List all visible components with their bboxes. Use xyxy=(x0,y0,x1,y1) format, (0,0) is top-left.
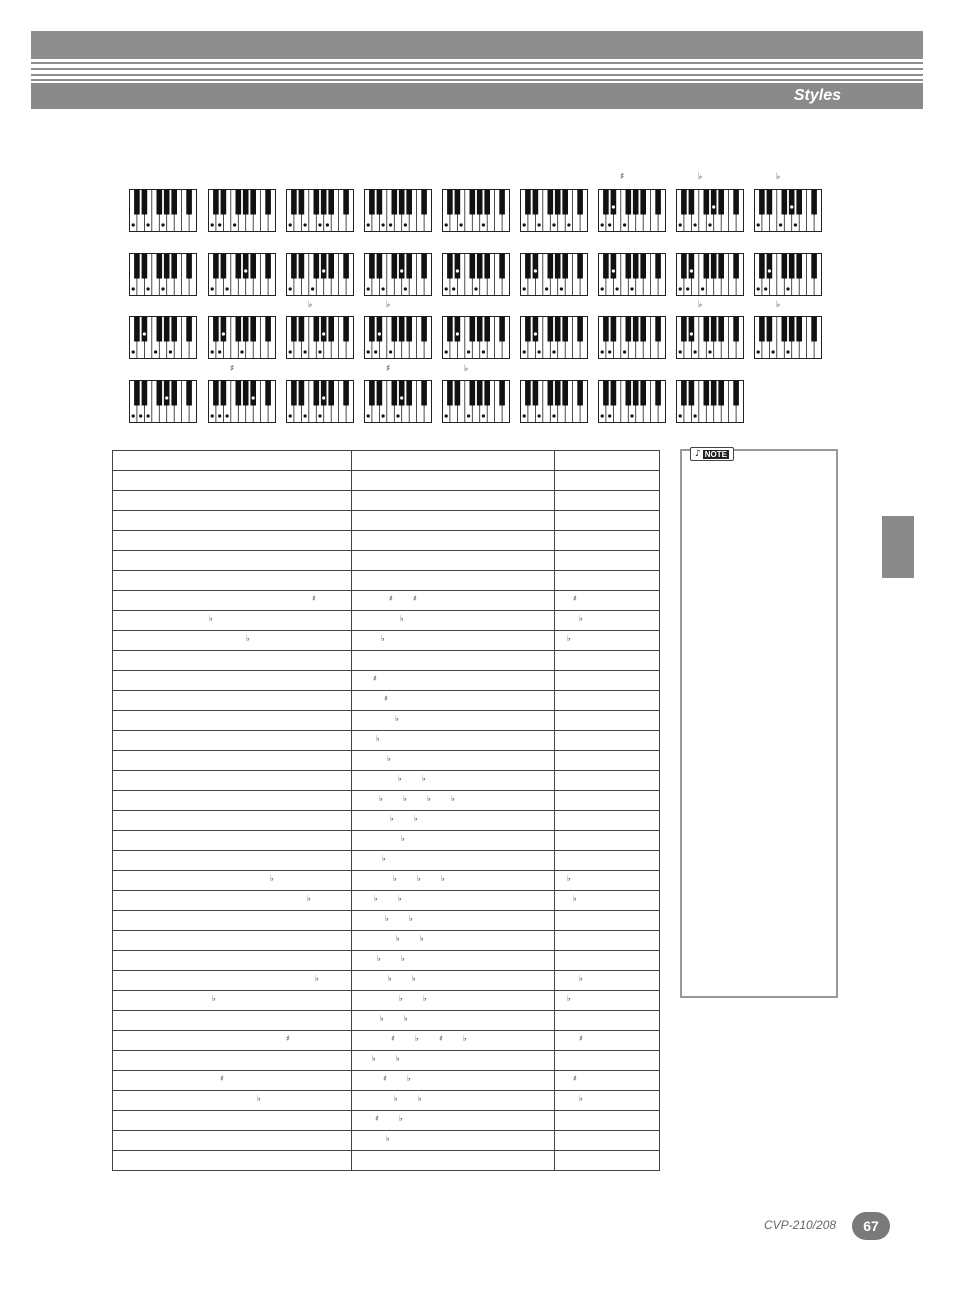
chord-keyboard xyxy=(286,253,354,297)
table-cell xyxy=(555,771,660,791)
table-cell xyxy=(113,991,352,1011)
table-cell xyxy=(352,711,555,731)
table-cell xyxy=(352,471,555,491)
accidental-mark: ♭ xyxy=(464,364,469,374)
header-rule xyxy=(31,79,923,81)
accidental-mark: ♭ xyxy=(398,894,402,903)
table-cell xyxy=(555,991,660,1011)
table-cell xyxy=(555,931,660,951)
accidental-mark: ♭ xyxy=(567,634,571,643)
table-cell xyxy=(555,691,660,711)
chord-keyboard xyxy=(676,380,744,424)
accidental-mark: ♯ xyxy=(439,1034,443,1043)
table-row xyxy=(113,791,660,811)
table-cell xyxy=(113,971,352,991)
accidental-mark: ♭ xyxy=(212,994,216,1003)
table-cell xyxy=(352,871,555,891)
table-cell xyxy=(113,851,352,871)
table-cell xyxy=(352,631,555,651)
table-cell xyxy=(555,891,660,911)
header-rule xyxy=(31,62,923,64)
table-cell xyxy=(352,811,555,831)
accidental-mark: ♯ xyxy=(573,1074,577,1083)
table-cell xyxy=(113,571,352,591)
table-row xyxy=(113,931,660,951)
accidental-mark: ♭ xyxy=(399,994,403,1003)
table-row xyxy=(113,591,660,611)
accidental-mark: ♭ xyxy=(404,1014,408,1023)
table-cell xyxy=(555,491,660,511)
table-cell xyxy=(352,531,555,551)
accidental-mark: ♭ xyxy=(422,774,426,783)
table-cell xyxy=(555,611,660,631)
table-row xyxy=(113,771,660,791)
accidental-mark: ♯ xyxy=(391,1034,395,1043)
chord-keyboard xyxy=(442,189,510,233)
accidental-mark: ♭ xyxy=(698,172,703,182)
table-row xyxy=(113,491,660,511)
accidental-mark: ♯ xyxy=(579,1034,583,1043)
chord-keyboard xyxy=(364,316,432,360)
accidental-mark: ♯ xyxy=(286,1034,290,1043)
table-cell xyxy=(113,871,352,891)
accidental-mark: ♭ xyxy=(388,974,392,983)
accidental-mark: ♭ xyxy=(385,914,389,923)
table-cell xyxy=(113,1131,352,1151)
section-title: Styles xyxy=(793,87,841,104)
music-note-icon: ♪ xyxy=(695,449,701,459)
table-cell xyxy=(555,811,660,831)
chord-keyboard xyxy=(442,253,510,297)
table-row xyxy=(113,451,660,471)
chord-keyboard xyxy=(442,316,510,360)
accidental-mark: ♭ xyxy=(403,794,407,803)
table-cell xyxy=(555,1131,660,1151)
table-row xyxy=(113,891,660,911)
table-row xyxy=(113,511,660,531)
accidental-mark: ♭ xyxy=(376,734,380,743)
accidental-mark: ♭ xyxy=(415,1034,419,1043)
accidental-mark: ♭ xyxy=(412,974,416,983)
table-row xyxy=(113,1071,660,1091)
table-cell xyxy=(113,1031,352,1051)
accidental-mark: ♭ xyxy=(209,614,213,623)
accidental-mark: ♯ xyxy=(375,1114,379,1123)
accidental-mark: ♭ xyxy=(390,814,394,823)
table-cell xyxy=(352,1131,555,1151)
accidental-mark: ♭ xyxy=(395,714,399,723)
table-cell xyxy=(113,1111,352,1131)
accidental-mark: ♯ xyxy=(312,594,316,603)
table-cell xyxy=(352,731,555,751)
table-cell xyxy=(113,1151,352,1171)
table-cell xyxy=(555,631,660,651)
accidental-mark: ♭ xyxy=(401,834,405,843)
table-row xyxy=(113,611,660,631)
accidental-mark: ♭ xyxy=(776,300,781,310)
table-cell xyxy=(352,951,555,971)
table-cell xyxy=(113,691,352,711)
table-row xyxy=(113,731,660,751)
accidental-mark: ♭ xyxy=(776,172,781,182)
chord-keyboard xyxy=(129,380,197,424)
accidental-mark: ♭ xyxy=(423,994,427,1003)
table-cell xyxy=(352,611,555,631)
table-cell xyxy=(113,911,352,931)
header-rule xyxy=(31,68,923,70)
table-cell xyxy=(352,571,555,591)
table-cell xyxy=(555,551,660,571)
chord-keyboard xyxy=(208,380,276,424)
table-cell xyxy=(113,1051,352,1071)
table-cell xyxy=(352,971,555,991)
table-cell xyxy=(555,851,660,871)
chord-keyboard xyxy=(208,316,276,360)
note-badge xyxy=(690,447,734,461)
table-row xyxy=(113,951,660,971)
table-cell xyxy=(113,591,352,611)
table-cell xyxy=(352,511,555,531)
table-row xyxy=(113,551,660,571)
chord-keyboard xyxy=(286,380,354,424)
accidental-mark: ♭ xyxy=(386,1134,390,1143)
chapter-tab xyxy=(882,516,914,578)
table-cell xyxy=(113,451,352,471)
table-row xyxy=(113,631,660,651)
table-row xyxy=(113,1131,660,1151)
accidental-mark: ♭ xyxy=(567,874,571,883)
accidental-mark: ♯ xyxy=(620,172,625,182)
accidental-mark: ♭ xyxy=(380,1014,384,1023)
table-cell xyxy=(555,791,660,811)
note-box xyxy=(680,449,838,998)
chord-keyboard xyxy=(129,189,197,233)
chord-keyboard xyxy=(520,380,588,424)
header-band xyxy=(31,31,923,59)
accidental-mark: ♭ xyxy=(308,300,313,310)
table-cell xyxy=(352,1111,555,1131)
accidental-mark: ♭ xyxy=(420,934,424,943)
chord-keyboard xyxy=(754,316,822,360)
accidental-mark: ♯ xyxy=(386,364,391,374)
accidental-mark: ♭ xyxy=(386,300,391,310)
accidental-mark: ♭ xyxy=(418,1094,422,1103)
table-cell xyxy=(352,891,555,911)
table-cell xyxy=(352,771,555,791)
chord-keyboard xyxy=(364,189,432,233)
table-row xyxy=(113,911,660,931)
accidental-mark: ♯ xyxy=(230,364,235,374)
accidental-mark: ♭ xyxy=(451,794,455,803)
table-cell xyxy=(555,471,660,491)
table-row xyxy=(113,1031,660,1051)
accidental-mark: ♭ xyxy=(374,894,378,903)
accidental-mark: ♭ xyxy=(409,914,413,923)
table-cell xyxy=(113,711,352,731)
table-cell xyxy=(555,871,660,891)
table-cell xyxy=(352,551,555,571)
accidental-mark: ♭ xyxy=(414,814,418,823)
model-name: CVP-210/208 xyxy=(764,1218,837,1232)
accidental-mark: ♭ xyxy=(698,300,703,310)
accidental-mark: ♭ xyxy=(315,974,319,983)
accidental-mark: ♯ xyxy=(383,1074,387,1083)
table-cell xyxy=(352,451,555,471)
accidental-mark: ♭ xyxy=(382,854,386,863)
table-row xyxy=(113,1111,660,1131)
table-cell xyxy=(352,1011,555,1031)
chord-keyboard xyxy=(208,189,276,233)
table-cell xyxy=(352,591,555,611)
table-cell xyxy=(113,891,352,911)
table-cell xyxy=(555,1071,660,1091)
table-cell xyxy=(352,991,555,1011)
table-cell xyxy=(352,1031,555,1051)
table-row xyxy=(113,651,660,671)
header-rule xyxy=(31,74,923,76)
table-cell xyxy=(555,1091,660,1111)
table-cell xyxy=(352,1151,555,1171)
table-row xyxy=(113,751,660,771)
accidental-mark: ♯ xyxy=(389,594,393,603)
chord-keyboard xyxy=(598,253,666,297)
chord-keyboard xyxy=(754,253,822,297)
table-row xyxy=(113,471,660,491)
chord-keyboard xyxy=(520,189,588,233)
chord-keyboard xyxy=(129,253,197,297)
table-cell xyxy=(555,1151,660,1171)
accidental-mark: ♭ xyxy=(377,954,381,963)
page-number: 67 xyxy=(852,1212,890,1240)
table-cell xyxy=(352,931,555,951)
table-row xyxy=(113,831,660,851)
chord-keyboard xyxy=(598,316,666,360)
table-cell xyxy=(113,611,352,631)
table-cell xyxy=(352,691,555,711)
accidental-mark: ♭ xyxy=(417,874,421,883)
accidental-mark: ♭ xyxy=(441,874,445,883)
table-cell xyxy=(113,731,352,751)
table-cell xyxy=(555,951,660,971)
table-row xyxy=(113,571,660,591)
table-cell xyxy=(113,511,352,531)
table-cell xyxy=(555,1011,660,1031)
chord-keyboard xyxy=(286,189,354,233)
table-cell xyxy=(555,711,660,731)
accidental-mark: ♭ xyxy=(400,614,404,623)
chord-keyboard xyxy=(442,380,510,424)
note-label: NOTE xyxy=(704,449,727,459)
accidental-mark: ♯ xyxy=(373,674,377,683)
table-cell xyxy=(113,631,352,651)
accidental-mark: ♭ xyxy=(401,954,405,963)
table-cell xyxy=(113,671,352,691)
table-cell xyxy=(113,1091,352,1111)
table-cell xyxy=(555,451,660,471)
table-row xyxy=(113,1011,660,1031)
chord-keyboard xyxy=(129,316,197,360)
table-cell xyxy=(113,531,352,551)
table-row xyxy=(113,851,660,871)
table-cell xyxy=(113,771,352,791)
accidental-mark: ♭ xyxy=(399,1114,403,1123)
table-cell xyxy=(555,671,660,691)
accidental-mark: ♭ xyxy=(463,1034,467,1043)
table-cell xyxy=(352,651,555,671)
table-cell xyxy=(113,551,352,571)
table-cell xyxy=(352,791,555,811)
table-cell xyxy=(555,971,660,991)
table-row xyxy=(113,531,660,551)
accidental-mark: ♭ xyxy=(579,974,583,983)
table-row xyxy=(113,1091,660,1111)
accidental-mark: ♭ xyxy=(579,1094,583,1103)
accidental-mark: ♭ xyxy=(398,774,402,783)
table-cell xyxy=(352,751,555,771)
accidental-mark: ♯ xyxy=(384,694,388,703)
table-cell xyxy=(352,851,555,871)
accidental-mark: ♭ xyxy=(579,614,583,623)
page-header xyxy=(31,31,923,109)
table-cell xyxy=(113,811,352,831)
chord-keyboard xyxy=(676,316,744,360)
accidental-mark: ♭ xyxy=(372,1054,376,1063)
table-row xyxy=(113,671,660,691)
chord-keyboard xyxy=(754,189,822,233)
accidental-mark: ♭ xyxy=(379,794,383,803)
table-cell xyxy=(113,491,352,511)
accidental-mark: ♭ xyxy=(257,1094,261,1103)
accidental-mark: ♭ xyxy=(396,934,400,943)
table-cell xyxy=(113,951,352,971)
table-cell xyxy=(352,911,555,931)
table-row xyxy=(113,711,660,731)
accidental-mark: ♭ xyxy=(427,794,431,803)
table-cell xyxy=(555,1031,660,1051)
chord-keyboard xyxy=(598,189,666,233)
accidental-mark: ♯ xyxy=(413,594,417,603)
accidental-mark: ♯ xyxy=(573,594,577,603)
chord-keyboard xyxy=(364,253,432,297)
accidental-mark: ♭ xyxy=(396,1054,400,1063)
table-cell xyxy=(555,751,660,771)
table-cell xyxy=(113,751,352,771)
accidental-mark: ♭ xyxy=(573,894,577,903)
table-row xyxy=(113,971,660,991)
table-cell xyxy=(555,1111,660,1131)
accidental-mark: ♭ xyxy=(387,754,391,763)
chord-keyboard xyxy=(676,189,744,233)
table-row xyxy=(113,991,660,1011)
accidental-mark: ♭ xyxy=(567,994,571,1003)
accidental-mark: ♭ xyxy=(381,634,385,643)
table-cell xyxy=(113,831,352,851)
table-cell xyxy=(555,511,660,531)
table-cell xyxy=(113,931,352,951)
table-cell xyxy=(352,671,555,691)
table-cell xyxy=(555,831,660,851)
chord-table xyxy=(112,450,660,1171)
accidental-mark: ♭ xyxy=(270,874,274,883)
header-title-bar xyxy=(31,83,923,109)
table-row xyxy=(113,1051,660,1071)
table-cell xyxy=(113,651,352,671)
chord-keyboard xyxy=(286,316,354,360)
table-cell xyxy=(555,571,660,591)
table-cell xyxy=(352,1071,555,1091)
chord-keyboard xyxy=(364,380,432,424)
table-cell xyxy=(555,591,660,611)
table-cell xyxy=(352,1091,555,1111)
table-row xyxy=(113,1151,660,1171)
accidental-mark: ♭ xyxy=(307,894,311,903)
chord-keyboard xyxy=(520,253,588,297)
table-cell xyxy=(113,471,352,491)
table-cell xyxy=(555,1051,660,1071)
accidental-mark: ♭ xyxy=(246,634,250,643)
accidental-mark: ♯ xyxy=(220,1074,224,1083)
table-cell xyxy=(352,1051,555,1071)
table-cell xyxy=(113,791,352,811)
table-cell xyxy=(352,831,555,851)
table-row xyxy=(113,871,660,891)
accidental-mark: ♭ xyxy=(393,874,397,883)
table-cell xyxy=(555,911,660,931)
chord-keyboard xyxy=(676,253,744,297)
accidental-mark: ♭ xyxy=(407,1074,411,1083)
table-cell xyxy=(113,1011,352,1031)
accidental-mark: ♭ xyxy=(394,1094,398,1103)
table-row xyxy=(113,691,660,711)
table-row xyxy=(113,811,660,831)
table-cell xyxy=(113,1071,352,1091)
chord-keyboard xyxy=(208,253,276,297)
table-cell xyxy=(555,531,660,551)
chord-keyboard xyxy=(520,316,588,360)
table-cell xyxy=(352,491,555,511)
table-cell xyxy=(555,731,660,751)
table-cell xyxy=(555,651,660,671)
chord-keyboard xyxy=(598,380,666,424)
